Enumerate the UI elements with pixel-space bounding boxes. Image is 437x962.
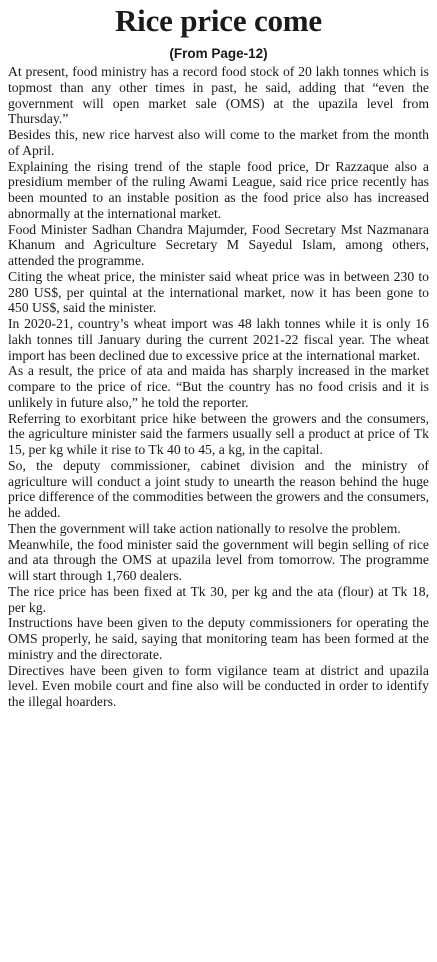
headline: Rice price come: [115, 3, 322, 38]
paragraph: At present, food ministry has a record food stock of 20 lakh tonnes which is topmost than any other times in past, he said, adding that “even the government will open market sale (OMS) at the upazila level from Thursday.”: [8, 64, 429, 127]
paragraph: So, the deputy commissioner, cabinet division and the ministry of agriculture will conduct a joint study to unearth the reason behind the huge price difference of the commodities between the growers and the consumers, he added.: [8, 457, 429, 520]
article-body: [8, 64, 429, 710]
continuation-source: (From Page-12): [169, 46, 268, 61]
paragraph: Referring to exorbitant price hike between the growers and the consumers, the agriculture minister said the farmers usually sell a product at price of Tk 15, per kg while it rise to Tk 40 to 45, a kg, in the capital.: [8, 410, 429, 457]
paragraph: Meanwhile, the food minister said the government will begin selling of rice and ata through the OMS at upazila level from tomorrow. The programme will start through 1,760 dealers.: [8, 536, 429, 583]
paragraph: In 2020-21, country’s wheat import was 48 lakh tonnes while it is only 16 lakh tonnes till January during the current 2021-22 fiscal year. The wheat import has been declined due to excessive price at the international market.: [8, 316, 429, 363]
paragraph: Explaining the rising trend of the staple food price, Dr Razzaque also a presidium member of the ruling Awami League, said rice price recently has been mounted to an instable position as the food price also has increased abnormally at the international market.: [8, 158, 429, 221]
paragraph: Besides this, new rice harvest also will come to the market from the month of April.: [8, 127, 429, 158]
paragraph: Citing the wheat price, the minister said wheat price was in between 230 to 280 US$, per quintal at the international market, now it has been gone to 450 US$, said the minister.: [8, 268, 429, 316]
paragraph: Instructions have been given to the deputy commissioners for operating the OMS properly, he said, saying that monitoring team has been formed at the ministry and the directorate.: [8, 615, 429, 662]
paragraph: Then the government will take action nationally to resolve the problem.: [8, 520, 401, 536]
paragraph: Food Minister Sadhan Chandra Majumder, Food Secretary Mst Nazmanara Khanum and Agriculture Secretary M Sayedul Islam, among others, attended the programme.: [8, 221, 429, 268]
paragraph: Directives have been given to form vigilance team at district and upazila level. Even mobile court and fine also will be conducted in order to identify the illegal hoarders.: [8, 662, 429, 709]
paragraph: As a result, the price of ata and maida has sharply increased in the market compare to the price of rice. “But the country has no food crisis and it is unlikely in future also,” he told the reporter.: [8, 363, 429, 410]
paragraph: The rice price has been fixed at Tk 30, per kg and the ata (flour) at Tk 18, per kg.: [8, 583, 429, 615]
